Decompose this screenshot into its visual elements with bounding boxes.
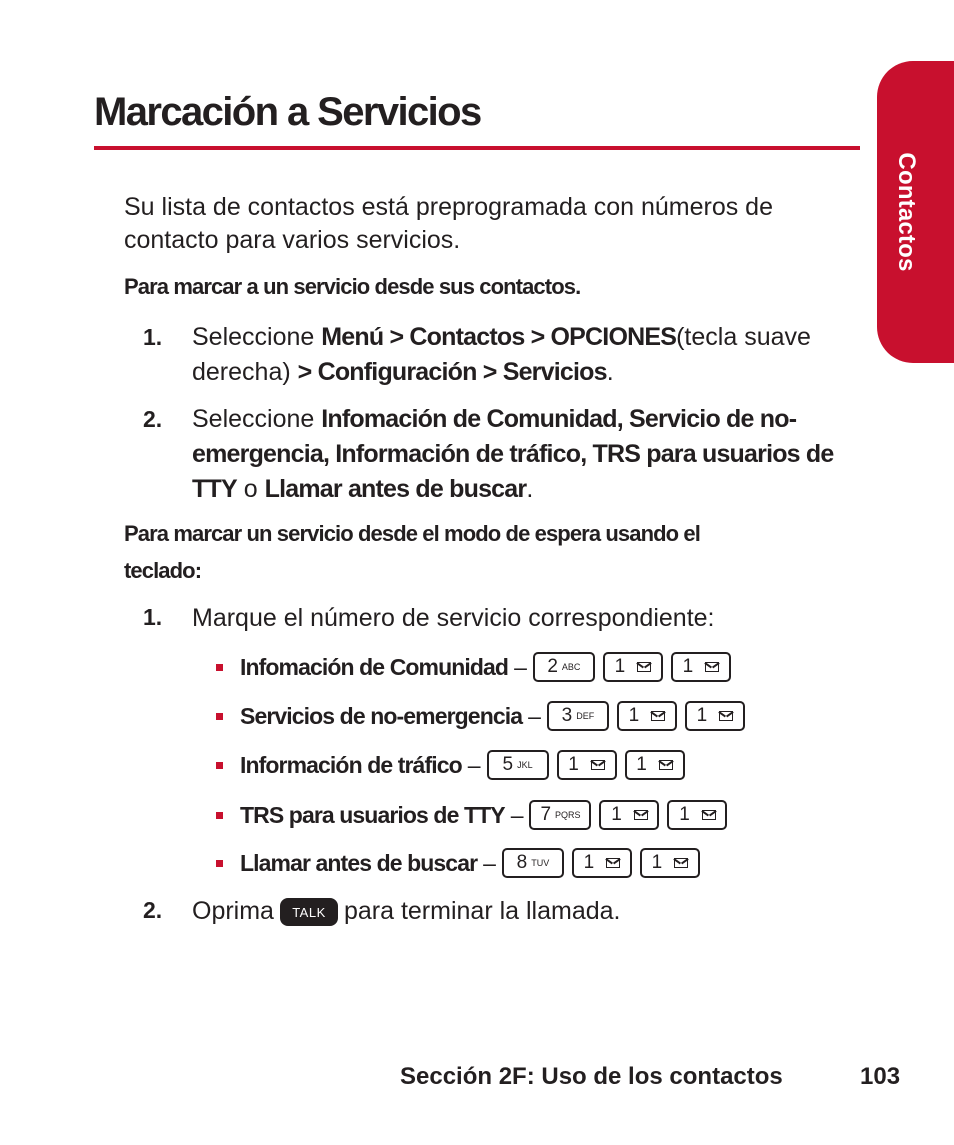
service-item xyxy=(216,647,739,687)
side-tab-label: Contactos xyxy=(893,152,920,272)
bullet-icon xyxy=(216,812,223,819)
service-item xyxy=(216,745,693,785)
envelope-icon xyxy=(659,760,673,770)
keypad-key-1: 1 xyxy=(599,800,659,830)
section2-step2: Oprima TALK para terminar la llamada. xyxy=(192,897,621,925)
section1-step1: Seleccione Menú > Contactos > OPCIONES(tecla suave derecha) > Configuración > Servicios. xyxy=(192,323,811,386)
service-label: TRS para usuarios de TTY xyxy=(240,801,505,828)
keypad-key-1: 1 xyxy=(640,848,700,878)
section2-step1: Marque el número de servicio correspondiente: xyxy=(192,604,715,632)
service-label: Información de tráfico xyxy=(240,751,462,778)
keypad-key-8: 8 TUV xyxy=(502,848,564,878)
service-label: Infomación de Comunidad xyxy=(240,653,509,680)
keypad-key-5: 5 JKL xyxy=(487,750,549,780)
dash: – xyxy=(528,702,541,729)
step-number: 1. xyxy=(143,604,163,630)
dash: – xyxy=(483,849,496,876)
bullet-icon xyxy=(216,860,223,867)
section1-heading: Para marcar a un servicio desde sus contactos. xyxy=(124,274,581,299)
envelope-icon xyxy=(705,662,719,672)
envelope-icon xyxy=(634,810,648,820)
envelope-icon xyxy=(719,711,733,721)
envelope-icon xyxy=(606,858,620,868)
footer-section-title: Sección 2F: Uso de los contactos xyxy=(400,1063,783,1090)
envelope-icon xyxy=(651,711,665,721)
keypad-key-1: 1 xyxy=(603,652,663,682)
keypad-key-1: 1 xyxy=(572,848,632,878)
talk-key: TALK xyxy=(280,898,338,926)
keypad-key-1: 1 xyxy=(667,800,727,830)
bullet-icon xyxy=(216,762,223,769)
section1-step2: Seleccione Infomación de Comunidad, Servicio de no-emergencia, Información de tráfico, TRS para usuarios de TTY o Llamar antes de buscar. xyxy=(192,405,834,503)
keypad-key-1: 1 xyxy=(617,701,677,731)
envelope-icon xyxy=(674,858,688,868)
service-item xyxy=(216,696,753,736)
page-number: 103 xyxy=(860,1063,901,1090)
page-title: Marcación a Servicios xyxy=(94,90,481,134)
bullet-icon xyxy=(216,664,223,671)
service-label: Servicios de no-emergencia xyxy=(240,702,523,729)
section2-heading-line1: Para marcar un servicio desde el modo de espera usando el xyxy=(124,521,700,546)
keypad-key-1: 1 xyxy=(625,750,685,780)
dash: – xyxy=(510,801,524,828)
keypad-key-7: 7 PQRS xyxy=(529,800,591,830)
envelope-icon xyxy=(637,662,651,672)
dash: – xyxy=(514,653,527,680)
service-item xyxy=(216,795,735,835)
intro-paragraph: Su lista de contactos está preprogramada con números de contacto para varios servicios. xyxy=(124,193,773,254)
keypad-key-2: 2 ABC xyxy=(533,652,595,682)
bullet-icon xyxy=(216,713,223,720)
keypad-key-1: 1 xyxy=(557,750,617,780)
section2-heading-line2: teclado: xyxy=(124,558,202,583)
keypad-key-1: 1 xyxy=(671,652,731,682)
envelope-icon xyxy=(591,760,605,770)
step-number: 1. xyxy=(143,324,163,350)
dash: – xyxy=(467,751,481,778)
service-item xyxy=(216,843,708,883)
step-number: 2. xyxy=(143,897,163,923)
envelope-icon xyxy=(702,810,716,820)
keypad-key-1: 1 xyxy=(685,701,745,731)
service-label: Llamar antes de buscar xyxy=(240,849,478,876)
keypad-key-3: 3 DEF xyxy=(547,701,609,731)
step-number: 2. xyxy=(143,406,163,432)
title-rule xyxy=(94,146,860,150)
